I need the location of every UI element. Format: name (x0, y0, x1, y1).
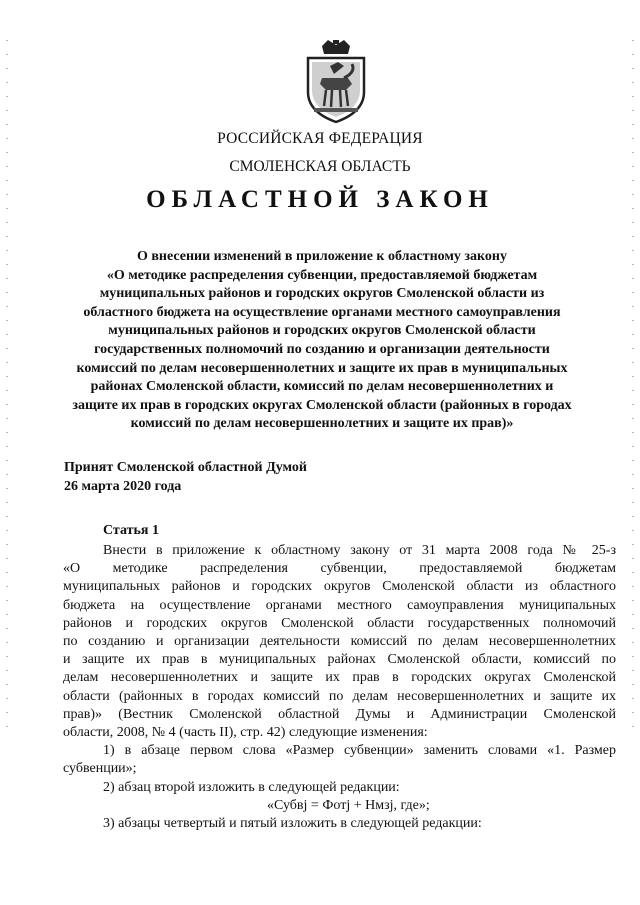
body-line: 2) абзац второй изложить в следующей редакции: (103, 779, 400, 795)
heading-line: муниципальных районов и городских округов Смоленской области из (99, 286, 545, 302)
heading-line: областного бюджета на осуществление органами местного самоуправления (83, 304, 561, 320)
body-line: районов и городских округов Смоленской области государственных полномочий (63, 615, 616, 631)
law-heading (62, 248, 582, 434)
body-line: «О методике распределения субвенции, предоставляемой бюджетам (63, 561, 616, 577)
heading-line: государственных полномочий по созданию и организации деятельности (94, 341, 550, 357)
heading-line: «О методике распределения субвенции, предоставляемой бюджетам (106, 267, 538, 283)
body-line: и защите их прав в муниципальных районах Смоленской области, комиссий по (63, 652, 616, 668)
adopted-by: Принят Смоленской областной Думой (64, 460, 307, 475)
body-line: прав)» (Вестник Смоленской областной Думы и Администрации Смоленской (63, 706, 616, 722)
formula-line: «Субвj = Фотj + Нмзj, где»; (267, 797, 430, 813)
heading-line: О внесении изменений в приложение к областному закону (136, 249, 507, 264)
body-line: Внести в приложение к областному закону от 31 марта 2008 года № 25-з (103, 543, 616, 558)
heading-line: районах Смоленской области, комиссий по делам несовершеннолетних и (90, 379, 554, 395)
smolensk-coat-of-arms-icon (300, 40, 372, 124)
body-line: бюджета на осуществление органами местного самоуправления муниципальных (63, 597, 616, 613)
body-line: субвенции»; (63, 761, 137, 777)
heading-line: комиссий по делам несовершеннолетних и защите их прав)» (130, 416, 514, 432)
body-line: 3) абзацы четвертый и пятый изложить в следующей редакции: (103, 816, 482, 832)
article-title: Статья 1 (103, 523, 159, 538)
heading-line: защите их прав в городских округах Смоленской области (районных в городах (72, 397, 572, 413)
document-type-title: ОБЛАСТНОЙ ЗАКОН (146, 186, 494, 213)
adoption-date: 26 марта 2020 года (64, 478, 182, 494)
body-line: 1) в абзаце первом слова «Размер субвенции» заменить словами «1. Размер (103, 743, 616, 759)
region-name: СМОЛЕНСКАЯ ОБЛАСТЬ (229, 158, 411, 175)
body-line: делам несовершеннолетних и защите их прав в городских округах Смоленской (63, 670, 616, 686)
adoption-info (64, 459, 307, 496)
body-line: муниципальных районов и городских округов Смоленской области из областного (63, 579, 616, 595)
heading-line: комиссий по делам несовершеннолетних и защите их прав в муниципальных (76, 360, 568, 376)
body-line: области (районных в городах комиссий по делам несовершеннолетних и защите их (63, 688, 616, 704)
article-body (63, 542, 616, 833)
body-line: области, 2008, № 4 (часть II), стр. 42) следующие изменения: (63, 725, 428, 741)
country-name: РОССИЙСКАЯ ФЕДЕРАЦИЯ (217, 130, 423, 147)
body-line: по созданию и организации деятельности комиссий по делам несовершеннолетних (63, 634, 616, 650)
heading-line: муниципальных районов и городских округов Смоленской области (108, 323, 536, 339)
